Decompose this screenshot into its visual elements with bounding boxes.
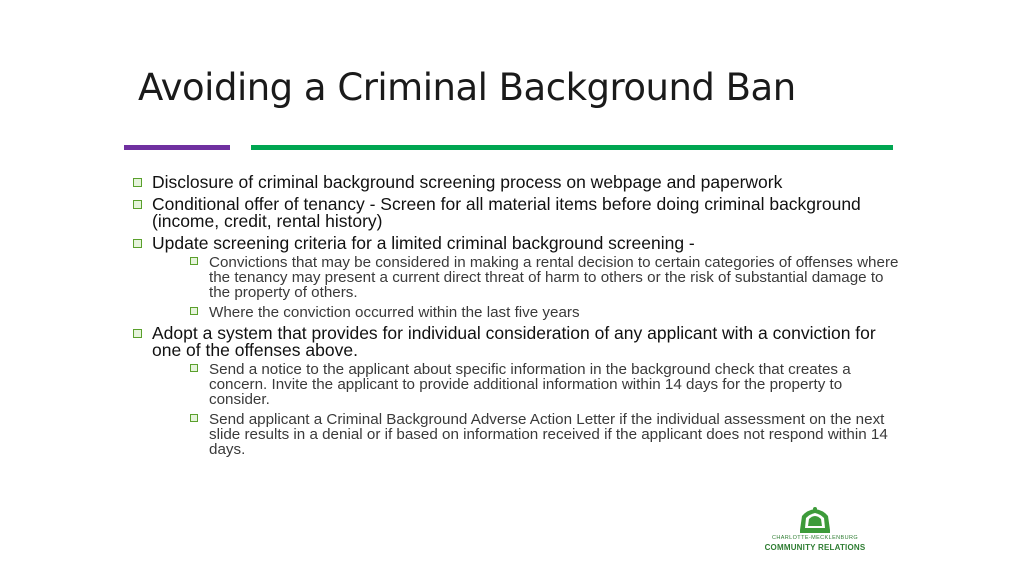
crown-icon	[795, 506, 835, 534]
bullet-item: Adopt a system that provides for individual consideration of any applicant with a conviction for one of the offenses above. Send a notice to the applicant about specific information in the background check that creates a concern. Invite the applicant to provide additional information within 14 days for the property to consider. Send applicant a Criminal Background Adverse Action Letter if the individual assessment on the next slide results in a denial or if based on information received if the applicant does not respond within 14 days.	[132, 325, 902, 457]
checkbox-bullet-icon	[190, 257, 198, 265]
sub-bullet-item: Send applicant a Criminal Background Adverse Action Letter if the individual assessment on the next slide results in a denial or if based on information received if the applicant does not respond within 14 days.	[189, 412, 902, 457]
checkbox-bullet-icon	[133, 200, 142, 209]
green-divider	[251, 145, 893, 150]
sub-bullet-list	[189, 362, 902, 457]
logo-dept-name: COMMUNITY RELATIONS	[764, 543, 866, 552]
checkbox-bullet-icon	[190, 364, 198, 372]
purple-divider	[124, 145, 230, 150]
bullet-list	[132, 174, 902, 462]
community-relations-logo	[750, 506, 880, 556]
checkbox-bullet-icon	[133, 329, 142, 338]
sub-bullet-list	[189, 255, 902, 320]
sub-bullet-item: Convictions that may be considered in making a rental decision to certain categories of offenses where the tenancy may present a current direct threat of harm to others or the risk of substantial damage to the property of others.	[189, 255, 902, 300]
bullet-item: Update screening criteria for a limited criminal background screening - Convictions that may be considered in making a rental decision to certain categories of offenses where the tenancy may present a current direct threat of harm to others or the risk of substantial damage to the property of others. Where the conviction occurred within the last five years	[132, 235, 902, 320]
logo-org-name: CHARLOTTE-MECKLENBURG	[771, 535, 859, 541]
checkbox-bullet-icon	[133, 239, 142, 248]
checkbox-bullet-icon	[190, 307, 198, 315]
slide-title: Avoiding a Criminal Background Ban	[138, 66, 796, 109]
sub-bullet-item: Send a notice to the applicant about specific information in the background check that creates a concern. Invite the applicant to provide additional information within 14 days for the property to consider.	[189, 362, 902, 407]
bullet-item: Conditional offer of tenancy - Screen for all material items before doing criminal background (income, credit, rental history)	[132, 196, 902, 230]
checkbox-bullet-icon	[190, 414, 198, 422]
bullet-item: Disclosure of criminal background screening process on webpage and paperwork	[132, 174, 902, 191]
sub-bullet-item: Where the conviction occurred within the last five years	[189, 305, 902, 320]
checkbox-bullet-icon	[133, 178, 142, 187]
